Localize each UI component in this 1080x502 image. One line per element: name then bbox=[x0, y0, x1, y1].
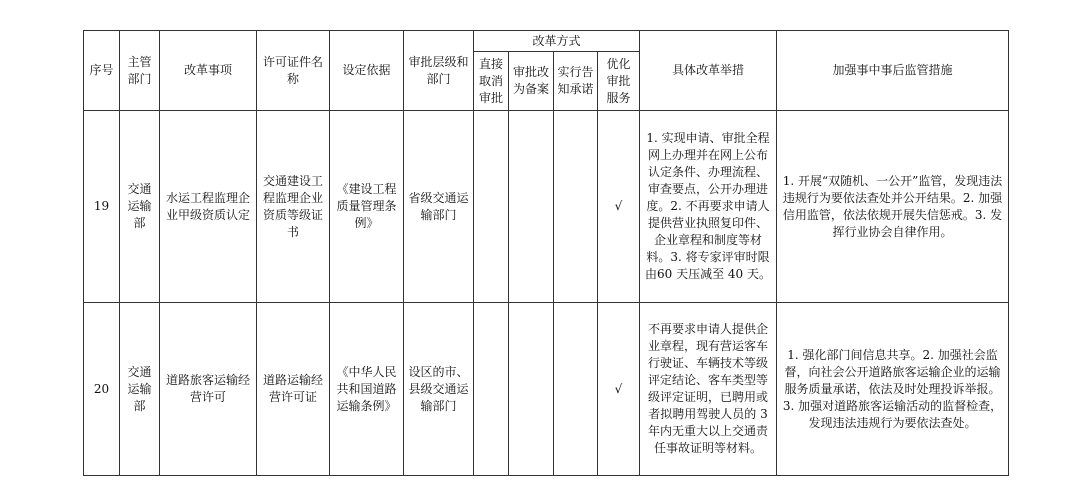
cell-dept: 交通运输部 bbox=[120, 303, 160, 476]
header-license: 许可证件名称 bbox=[257, 31, 330, 111]
table-row bbox=[84, 303, 1009, 476]
cell-seq: 19 bbox=[84, 111, 120, 303]
header-method-cancel: 直接取消审批 bbox=[474, 52, 509, 111]
document-page bbox=[83, 30, 1009, 476]
header-level: 审批层级和部门 bbox=[404, 31, 474, 111]
cell-filing bbox=[509, 303, 554, 476]
header-row-top bbox=[84, 31, 1009, 52]
cell-basis: 《建设工程质量管理条例》 bbox=[330, 111, 404, 303]
header-method-optimize: 优化审批服务 bbox=[598, 52, 640, 111]
cell-optimize-checkmark: √ bbox=[598, 303, 640, 476]
header-method-notify: 实行告知承诺 bbox=[554, 52, 598, 111]
cell-notify bbox=[554, 303, 598, 476]
header-method-filing: 审批改为备案 bbox=[509, 52, 554, 111]
cell-item: 道路旅客运输经营许可 bbox=[160, 303, 257, 476]
cell-filing bbox=[509, 111, 554, 303]
cell-optimize-checkmark: √ bbox=[598, 111, 640, 303]
cell-level: 设区的市、县级交通运输部门 bbox=[404, 303, 474, 476]
cell-level: 省级交通运输部门 bbox=[404, 111, 474, 303]
cell-measures: 1. 实现申请、审批全程网上办理并在网上公布认定条件、办理流程、审查要点，公开办理进度。2. 不再要求申请人提供营业执照复印件、企业章程和制度等材料。3. 将专家评审时限由60 天压减至 40 天。 bbox=[640, 111, 777, 303]
header-basis: 设定依据 bbox=[330, 31, 404, 111]
header-item: 改革事项 bbox=[160, 31, 257, 111]
header-supervise: 加强事中事后监管措施 bbox=[777, 31, 1009, 111]
header-measures: 具体改革举措 bbox=[640, 31, 777, 111]
cell-license: 交通建设工程监理企业资质等级证书 bbox=[257, 111, 330, 303]
header-seq: 序号 bbox=[84, 31, 120, 111]
cell-supervise: 1. 强化部门间信息共享。2. 加强社会监督，向社会公开道路旅客运输企业的运输服务质量承诺，依法及时处理投诉举报。3. 加强对道路旅客运输活动的监督检查，发现违法违规行为要依法查处。 bbox=[777, 303, 1009, 476]
cell-supervise: 1. 开展“双随机、一公开”监管，发现违法违规行为要依法查处并公开结果。2. 加强信用监管，依法依规开展失信惩戒。3. 发挥行业协会自律作用。 bbox=[777, 111, 1009, 303]
cell-license: 道路运输经营许可证 bbox=[257, 303, 330, 476]
cell-measures: 不再要求申请人提供企业章程，现有营运客车行驶证、车辆技术等级评定结论、客车类型等级评定证明，已聘用或者拟聘用驾驶人员的 3 年内无重大以上交通责任事故证明等材料。 bbox=[640, 303, 777, 476]
cell-notify bbox=[554, 111, 598, 303]
reform-table bbox=[83, 30, 1009, 476]
cell-cancel bbox=[474, 111, 509, 303]
cell-seq: 20 bbox=[84, 303, 120, 476]
table-row bbox=[84, 111, 1009, 303]
cell-dept: 交通运输部 bbox=[120, 111, 160, 303]
cell-cancel bbox=[474, 303, 509, 476]
cell-item: 水运工程监理企业甲级资质认定 bbox=[160, 111, 257, 303]
cell-basis: 《中华人民共和国道路运输条例》 bbox=[330, 303, 404, 476]
header-dept: 主管部门 bbox=[120, 31, 160, 111]
header-method: 改革方式 bbox=[474, 31, 640, 52]
